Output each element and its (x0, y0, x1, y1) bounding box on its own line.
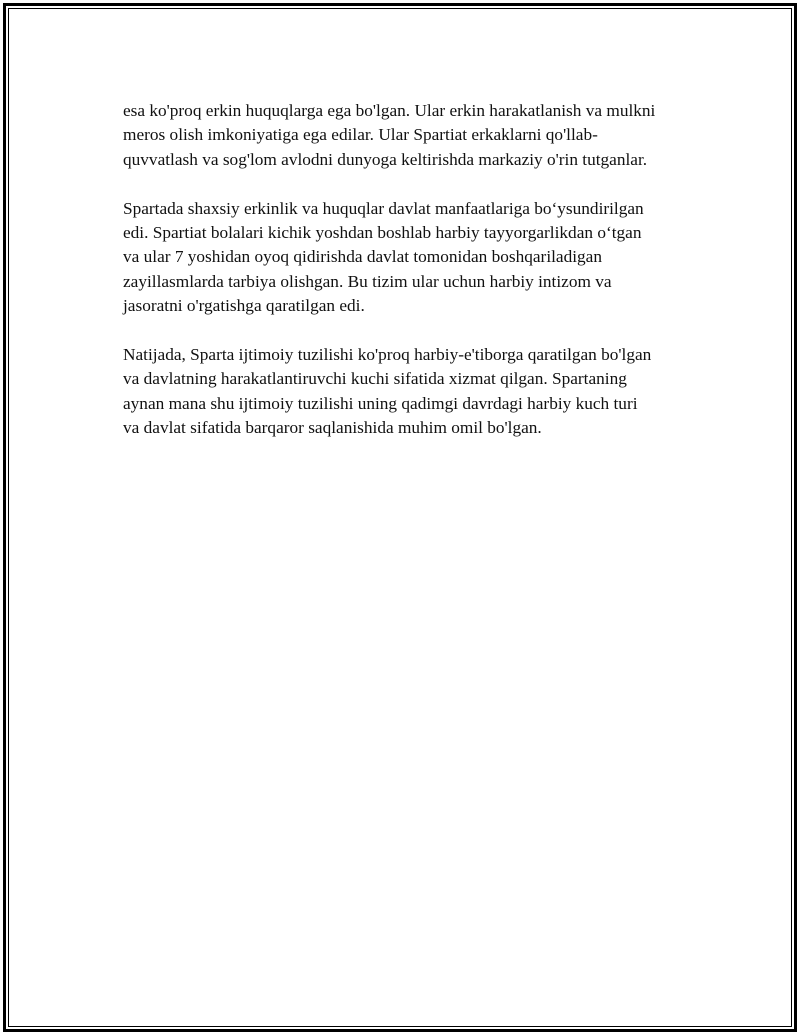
paragraph-1 (123, 99, 703, 172)
text-line: va ular 7 yoshidan oyoq qidirishda davlat tomonidan boshqariladigan (123, 247, 602, 267)
text-line: va davlat sifatida barqaror saqlanishida muhim omil bo'lgan. (123, 418, 542, 438)
paragraph-2 (123, 197, 703, 319)
page-border (3, 3, 797, 1032)
paragraph-3 (123, 343, 703, 441)
document-body (123, 99, 703, 465)
text-line: edi. Spartiat bolalari kichik yoshdan boshlab harbiy tayyorgarlikdan o‘tgan (123, 223, 642, 243)
text-line: meros olish imkoniyatiga ega edilar. Ular Spartiat erkaklarni qo'llab- (123, 125, 598, 145)
text-line: aynan mana shu ijtimoiy tuzilishi uning qadimgi davrdagi harbiy kuch turi (123, 393, 638, 413)
text-line: Natijada, Sparta ijtimoiy tuzilishi ko'proq harbiy-e'tiborga qaratilgan bo'lgan (123, 345, 652, 365)
text-line: quvvatlash va sog'lom avlodni dunyoga keltirishda markaziy o'rin tutganlar. (123, 149, 648, 169)
text-line: jasoratni o'rgatishga qaratilgan edi. (123, 296, 365, 316)
text-line: zayillasmlarda tarbiya olishgan. Bu tizim ular uchun harbiy intizom va (123, 271, 612, 291)
text-line: esa ko'proq erkin huquqlarga ega bo'lgan. Ular erkin harakatlanish va mulkni (123, 101, 656, 120)
text-line: va davlatning harakatlantiruvchi kuchi sifatida xizmat qilgan. Spartaning (123, 369, 627, 389)
text-line: Spartada shaxsiy erkinlik va huquqlar davlat manfaatlariga bo‘ysundirilgan (123, 198, 644, 218)
